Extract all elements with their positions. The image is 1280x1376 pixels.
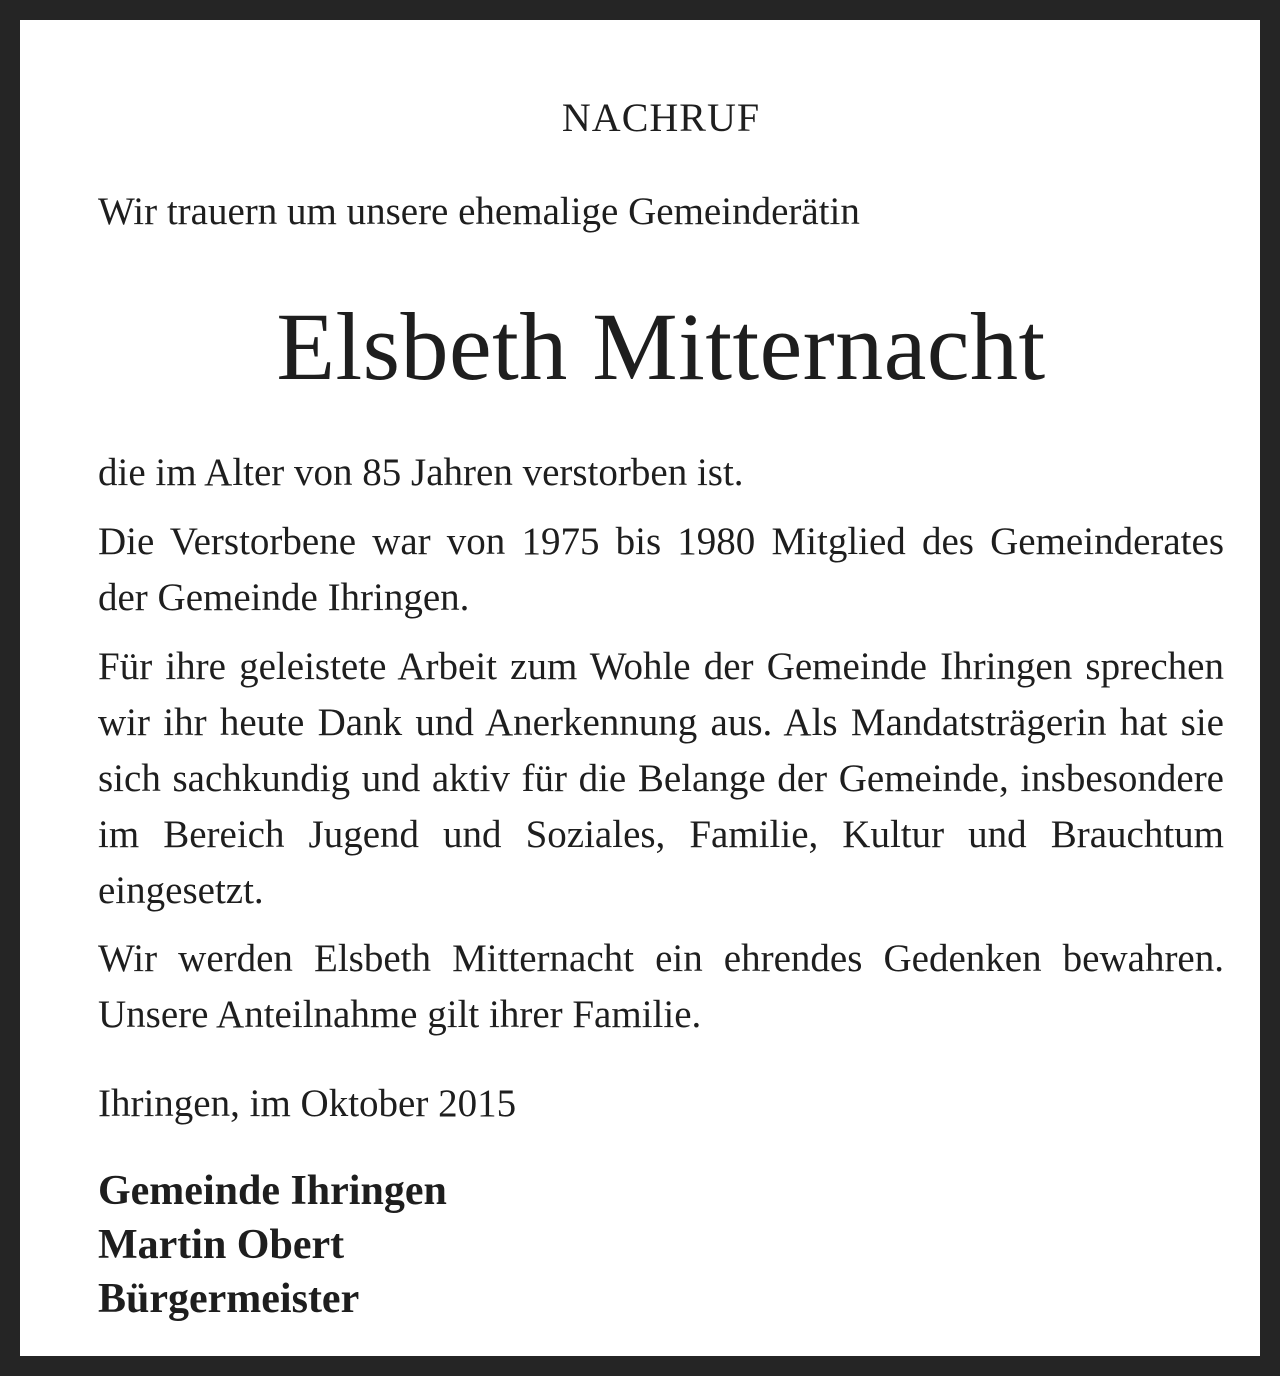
signature-role: Bürgermeister (98, 1276, 360, 1322)
notice-heading: NACHRUF (561, 95, 761, 140)
membership-paragraph: Die Verstorbene war von 1975 bis 1980 Mitglied des Gemeinderates der Gemeinde Ihringen. (98, 520, 1224, 619)
signature-organization: Gemeinde Ihringen (98, 1168, 447, 1214)
age-paragraph: die im Alter von 85 Jahren verstorben ist. (98, 451, 744, 494)
tribute-paragraph: Für ihre geleistete Arbeit zum Wohle der Gemeinde Ihringen sprechen wir ihr heute Dank und Anerkennung aus. Als Mandatsträgerin hat sie sich sachkundig und aktiv für die Belange der Gemeinde, insbesondere im Bereich Jugend und Soziales, Familie, Kultur und Brauchtum eingesetzt. (98, 645, 1224, 912)
remembrance-paragraph: Wir werden Elsbeth Mitternacht ein ehrendes Gedenken bewahren. Unsere Anteilnahme gilt ihrer Familie. (98, 937, 1224, 1036)
deceased-name: Elsbeth Mitternacht (276, 293, 1046, 400)
signature-person: Martin Obert (98, 1222, 345, 1268)
signature-block (98, 1164, 1224, 1326)
intro-line: Wir trauern um unsere ehemalige Gemeinderätin (98, 190, 860, 233)
place-date: Ihringen, im Oktober 2015 (98, 1082, 517, 1125)
